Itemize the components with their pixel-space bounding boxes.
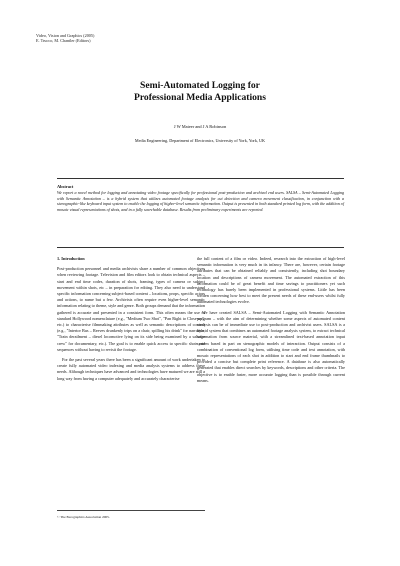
paper-title-line1: Semi-Automated Logging for <box>140 80 260 91</box>
abstract-text: We report a novel method for logging and annotating video footage specifically for professional post-production and archival end users. SALSA – Semi-Automated Logging with Semantic Annotation – is a hybrid system that utilizes automated footage analysis for cut detection and camera movement classification, in conjunction with a stenographic-like keyboard input system to enable the logging of higher-level semantic information. Output is presented in both standard printed log form, with the addition of mosaic visual representations of shots, and in a fully searchable database. Results from preliminary experiments are reported. <box>57 190 344 212</box>
right-column <box>197 256 345 388</box>
paragraph: We have created SALSA – Semi-Automated Logging with Semantic Annotation program – with the aim of determining whether some aspects of automated content analysis can be of immediate use to post-production and archivist users. SALSA is a hybrid system that combines an automated footage analysis system, to extract technical information from source material, with a streamlined text-based annotation input system based in part on stenographic models of interaction. Output consists of a combination of conventional log form, utilising time code and text annotation, with mosaic representations of each shot in addition to start and end frame thumbnails to provided a concise but complete print reference. A database is also automatically generated that enables direct searches by keywords, descriptions and other criteria. The objective is to enable faster, more accurate logging than is possible through current means. <box>197 309 345 383</box>
paper-title-line2: Professional Media Applications <box>133 92 266 103</box>
journal-header-line2: E. Trucco, M. Chantler (Editors) <box>36 38 91 44</box>
authors: J W Mateer and J A Robinson <box>173 124 227 129</box>
paragraph: the full content of a film or video. Indeed, research into the extraction of high-level semantic information is very much in its infancy. There are, however, certain footage attributes that can be obtained reliably and consistently, including shot boundary location and descriptions of camera movement. The automated extraction of this information could be of great benefit and time savings to practitioners yet such technology has barely been implemented in professional systems. Little has been written concerning how best to meet the present needs of these end-users whilst fully automated technologies evolve. <box>197 256 345 305</box>
paragraph: For the past several years there has been a significant amount of work undertaken to create fully automated video indexing and media analysis systems to address these needs. Although techniques have advanced and technologies have matured we are still a long way from having a computer adequately and accurately characterise <box>57 357 205 381</box>
paper-title <box>0 80 400 104</box>
abstract-heading: Abstract <box>57 184 74 189</box>
journal-header <box>36 33 94 44</box>
journal-header-line1: Video, Vision and Graphics (2005) <box>36 33 95 38</box>
affiliation: Media Engineering, Department of Electronics, University of York, York, UK <box>134 138 266 143</box>
paragraph: Post-production personnel and media archivists share a number of common objectives when reviewing footage. Television and film editors look to obtain technical aspects – start and end time codes, duration of shots, framing, types of camera or subject movement within shots, etc – in preparation for editing. They also need to understand specific information concerning subject-based content – locations, props, specific actors and actions, to name but a few. Archivists often require even higher-level semantic information relating to theme, style and genre. Both groups demand that the information gathered is accurate and presented in a consistent form. This often means the use of standard Hollywood nomenclature (e.g., "Medium Two Shot", "Pan Right to Close-up", etc.) to characterise filmmaking attributes as well as semantic descriptions of content (e.g., "Interior Bus – Reeves drunkenly trips on a chair, spilling his drink" for narrative, "Train derailment – diesel locomotive lying on its side being examined by a salvage crew" for documentary, etc.). The goal is to enable quick access to specific shots and sequences without having to revisit the footage. <box>57 266 205 352</box>
copyright-notice: © The Eurographics Association 2005. <box>57 510 205 519</box>
left-column <box>57 256 205 386</box>
abstract-section <box>57 178 344 248</box>
section-heading: 1. Introduction <box>57 256 85 261</box>
